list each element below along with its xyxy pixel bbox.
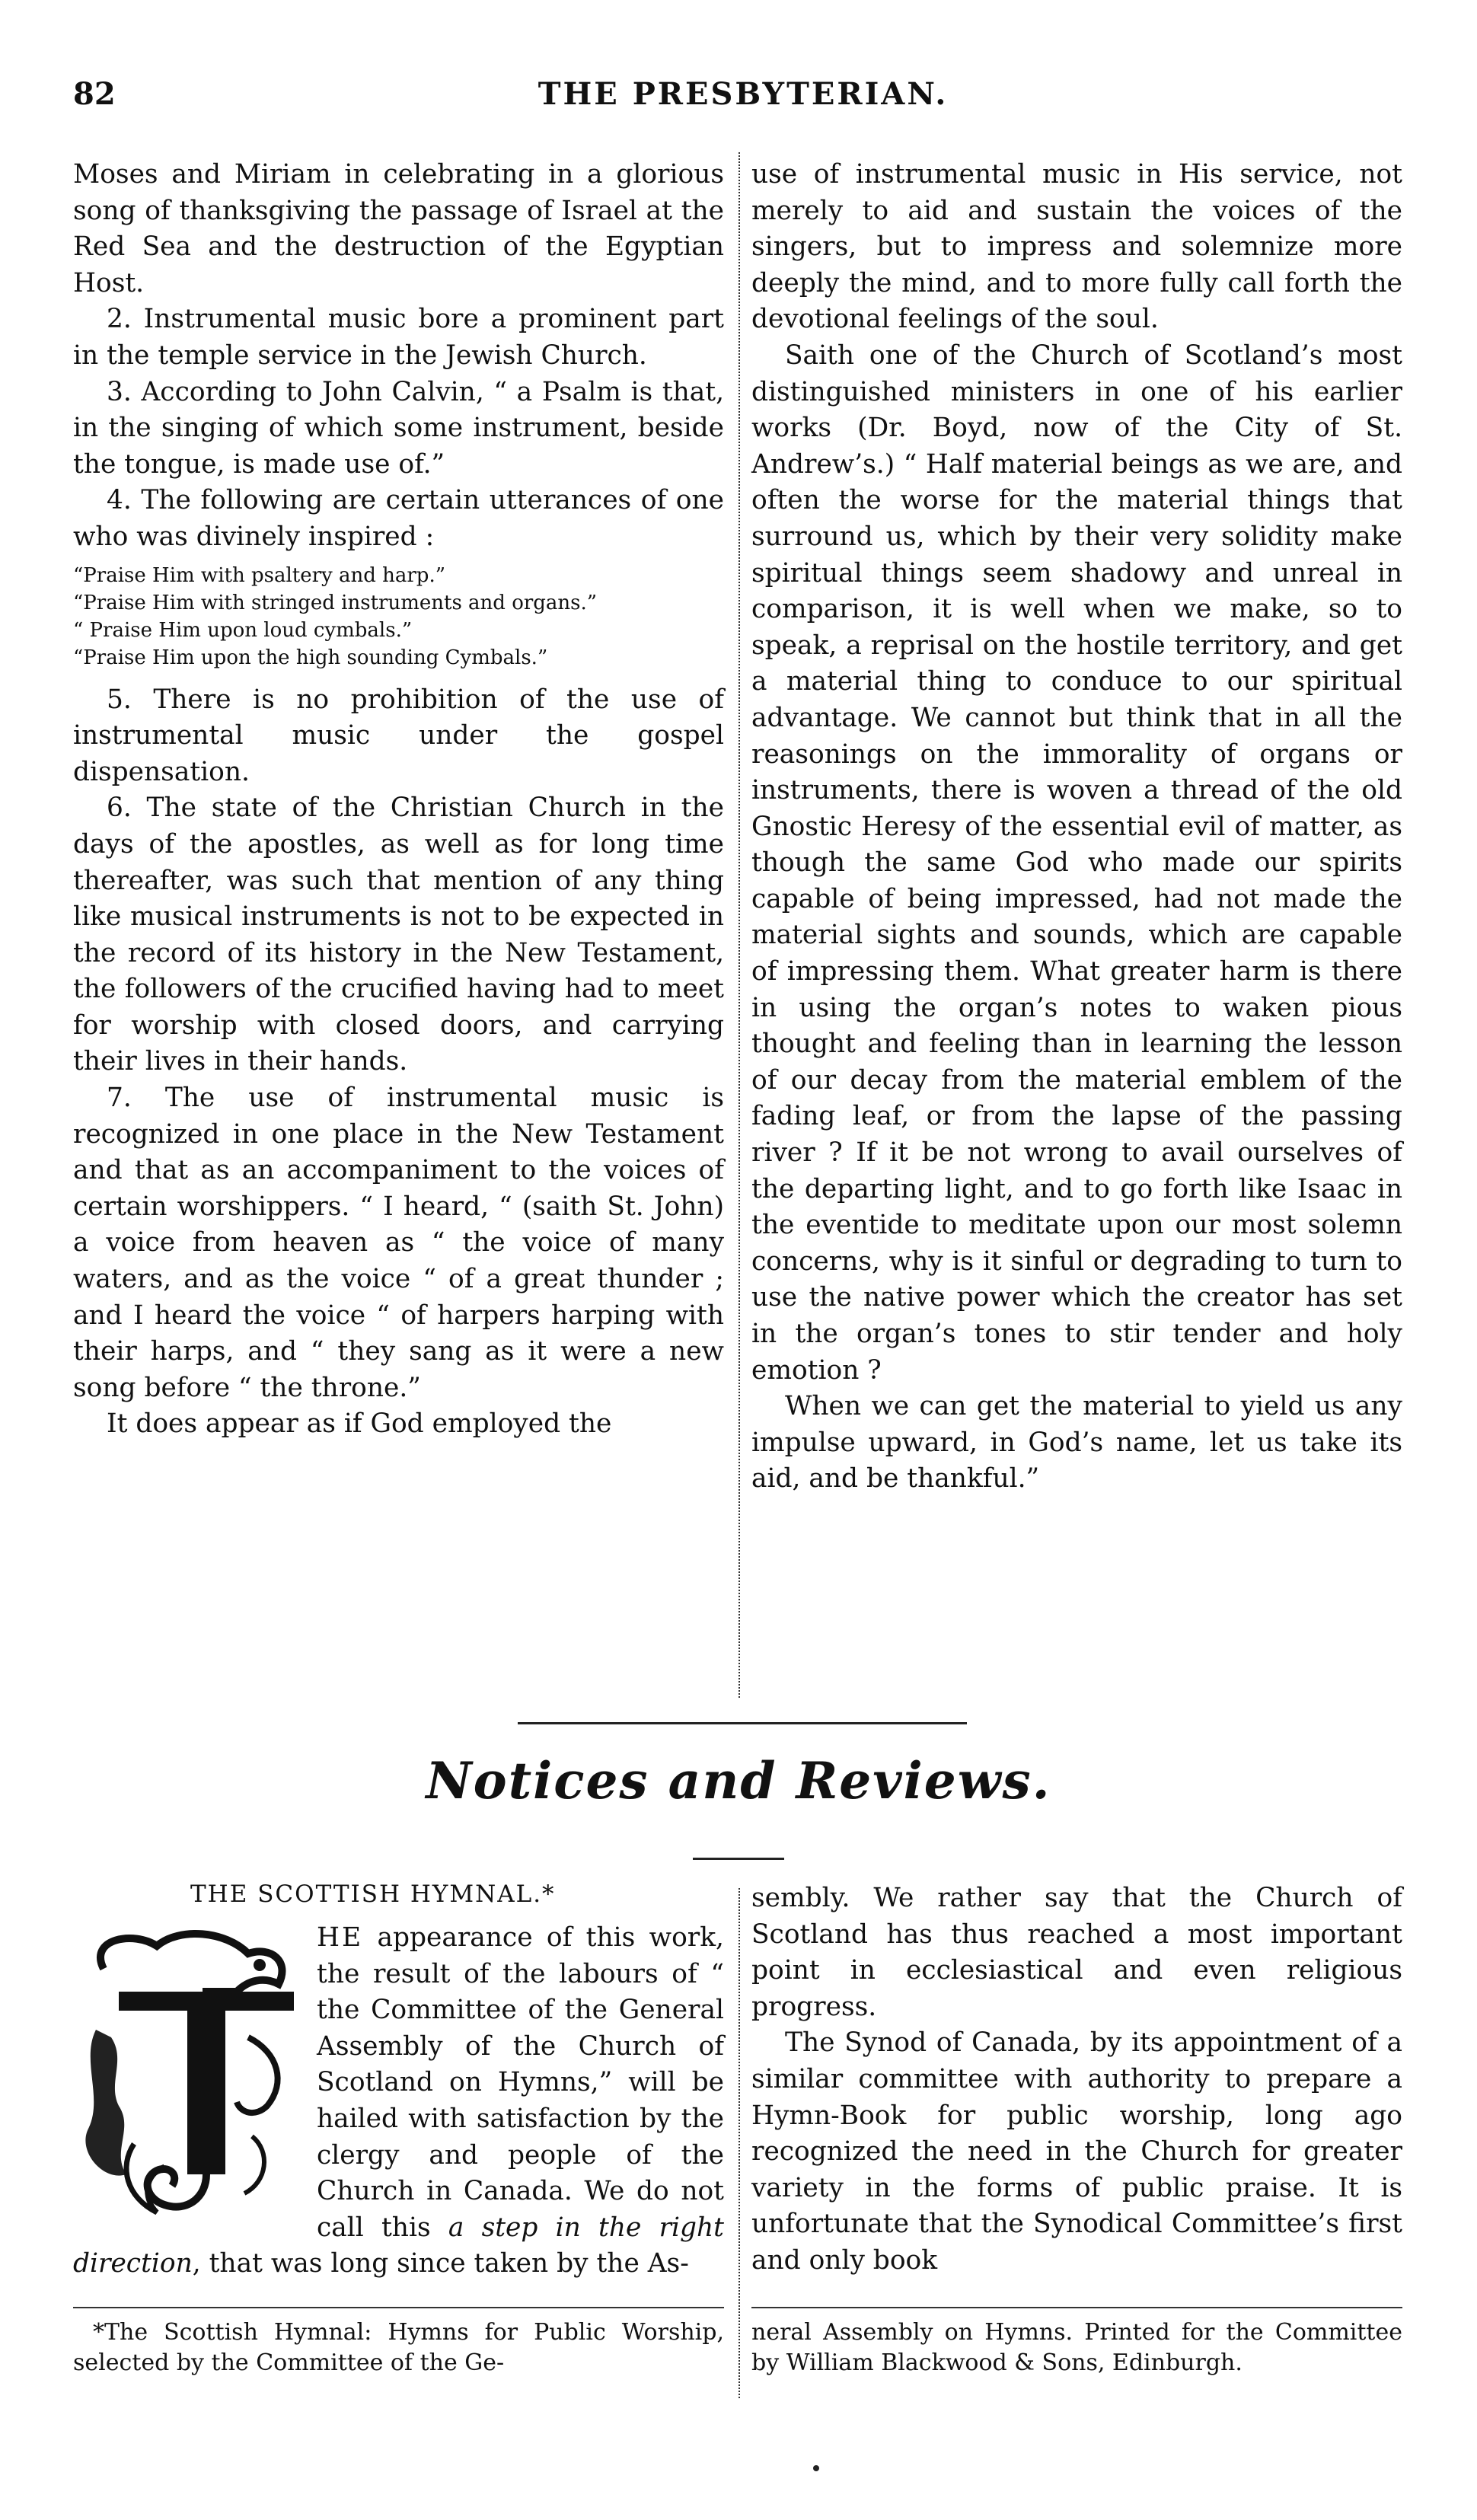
review-text: appearance of this work, the result of the labours of “ the Committee of the General Assembly of the Church of Scotland on Hymns,” will be hailed with satisfaction by the clergy and people of the Church in Canada. We do not call this — [317, 1922, 724, 2243]
journal-title: THE PRESBYTERIAN. — [538, 76, 949, 112]
psalm-quote: “Praise Him with stringed instruments and organs.” — [73, 591, 598, 614]
psalm-quote: “Praise Him upon the high sounding Cymbals.” — [73, 646, 548, 669]
review-column-left — [73, 1920, 724, 2282]
psalm-quotations — [73, 562, 724, 671]
footnote-divider-left — [73, 2307, 724, 2308]
paragraph-point-6: 6. The state of the Christian Church in the days of the apostles, as well as for long time thereafter, was such that mention of any thing like musical instruments is not to be expected in the record of its history in the New Testament, the followers of the crucified having had to meet for worship with closed doors, and carrying their lives in their hands. — [73, 793, 724, 1077]
running-head — [73, 76, 1413, 122]
review-paragraph-continuation: sembly. We rather say that the Church of Scotland has thus reached a most important point in ecclesiastical and even religious progress. — [751, 1883, 1402, 2022]
review-paragraph-synod: The Synod of Canada, by its appointment of a similar committee with authority to prepare a Hymn-Book for public worship, long ago recognized the need in the Church for greater variety in the forms of public praise. It is unfortunate that the Synodical Committee’s first and only book — [751, 2027, 1402, 2276]
paragraph-point-2: 2. Instrumental music bore a prominent part in the temple service in the Jewish Church. — [73, 304, 724, 371]
review-emphasis: a step in the right direction — [73, 2212, 724, 2279]
article-column-left — [73, 157, 724, 1443]
psalm-quote: “Praise Him with psaltery and harp.” — [73, 563, 446, 587]
print-speck — [813, 2465, 819, 2471]
heading-underline — [693, 1858, 784, 1860]
paragraph-point-3: 3. According to John Calvin, “ a Psalm is that, in the singing of which some instrument, beside the tongue, is made use of.” — [73, 376, 724, 480]
column-divider-bottom — [738, 1888, 740, 2398]
section-heading: Notices and Reviews. — [426, 1751, 1051, 1810]
footnote-left: *The Scottish Hymnal: Hymns for Public Worship, selected by the Committee of the Ge- — [73, 2319, 724, 2376]
article-column-right — [751, 157, 1402, 1498]
review-title: THE SCOTTISH HYMNAL.* — [190, 1880, 556, 1908]
paragraph-continuation: use of instrumental music in His service, not merely to aid and sustain the voices of the singers, but to impress and solemnize more deeply the mind, and to more fully call forth the devotional feelings of the soul. — [751, 159, 1402, 335]
ornamental-drop-cap — [73, 1923, 301, 2220]
page-number: 82 — [73, 76, 116, 112]
paragraph-continuation: Moses and Miriam in celebrating in a glorious song of thanksgiving the passage of Israel at the Red Sea and the destruction of the Egyptian Host. — [73, 159, 724, 298]
paragraph-closing: It does appear as if God employed the — [107, 1408, 612, 1440]
paragraph-point-4: 4. The following are certain utterances of one who was divinely inspired : — [73, 485, 724, 552]
section-divider — [518, 1722, 967, 1724]
paragraph-conclusion: When we can get the material to yield us any impulse upward, in God’s name, let us take its aid, and be thankful.” — [751, 1391, 1402, 1494]
psalm-quote: “ Praise Him upon loud cymbals.” — [73, 618, 413, 642]
paragraph-point-5: 5. There is no prohibition of the use of instrumental music under the gospel dispensation. — [73, 684, 724, 787]
column-divider-top — [738, 152, 740, 1698]
review-text-end: , that was long since taken by the As- — [192, 2248, 689, 2279]
paragraph-boyd-quote: Saith one of the Church of Scotland’s most distinguished ministers in one of his earlier works (Dr. Boyd, now of the City of St. Andrew’s.) “ Half material beings as we are, and often the worse for the material things that surround us, which by their very solidity make spiritual things seem shadowy and unreal in comparison, it is well when we make, so to speak, a reprisal on the hostile territory, and get a material thing to conduce to our spiritual advantage. We cannot but think that in all the reasonings on the immorality of organs or instruments, there is woven a thread of the old Gnostic Heresy of the essential evil of matter, as though the same God who made our spirits capable of being impressed, had not made the material sights and sounds, which are capable of impressing them. What greater harm is there in using the organ’s notes to waken pious thought and feeling than in learning the lesson of our decay from the material emblem of the fading leaf, or from the lapse of the passing river ? If it be not wrong to avail ourselves of the departing light, and to go forth like Isaac in the eventide to meditate upon our most solemn concerns, why is it sinful or degrading to turn to use the native power which the creator has set in the organ’s tones to stir tender and holy emotion ? — [751, 340, 1402, 1386]
footnote-divider-right — [751, 2307, 1402, 2308]
dragon-ornament-icon — [73, 1923, 301, 2220]
footnote-right: neral Assembly on Hymns. Printed for the Committee by William Blackwood & Sons, Edinburgh. — [751, 2319, 1402, 2376]
review-column-right — [751, 1880, 1402, 2279]
paragraph-point-7: 7. The use of instrumental music is recognized in one place in the New Testament and that as an accompaniment to the voices of certain worshippers. “ I heard, “ (saith St. John) a voice from heaven as “ the voice of many waters, and as the voice “ of a great thunder ; and I heard the voice “ of harpers harping with their harps, and “ they sang as it were a new song before “ the throne.” — [73, 1083, 724, 1403]
drop-cap-continuation: HE — [317, 1922, 364, 1953]
